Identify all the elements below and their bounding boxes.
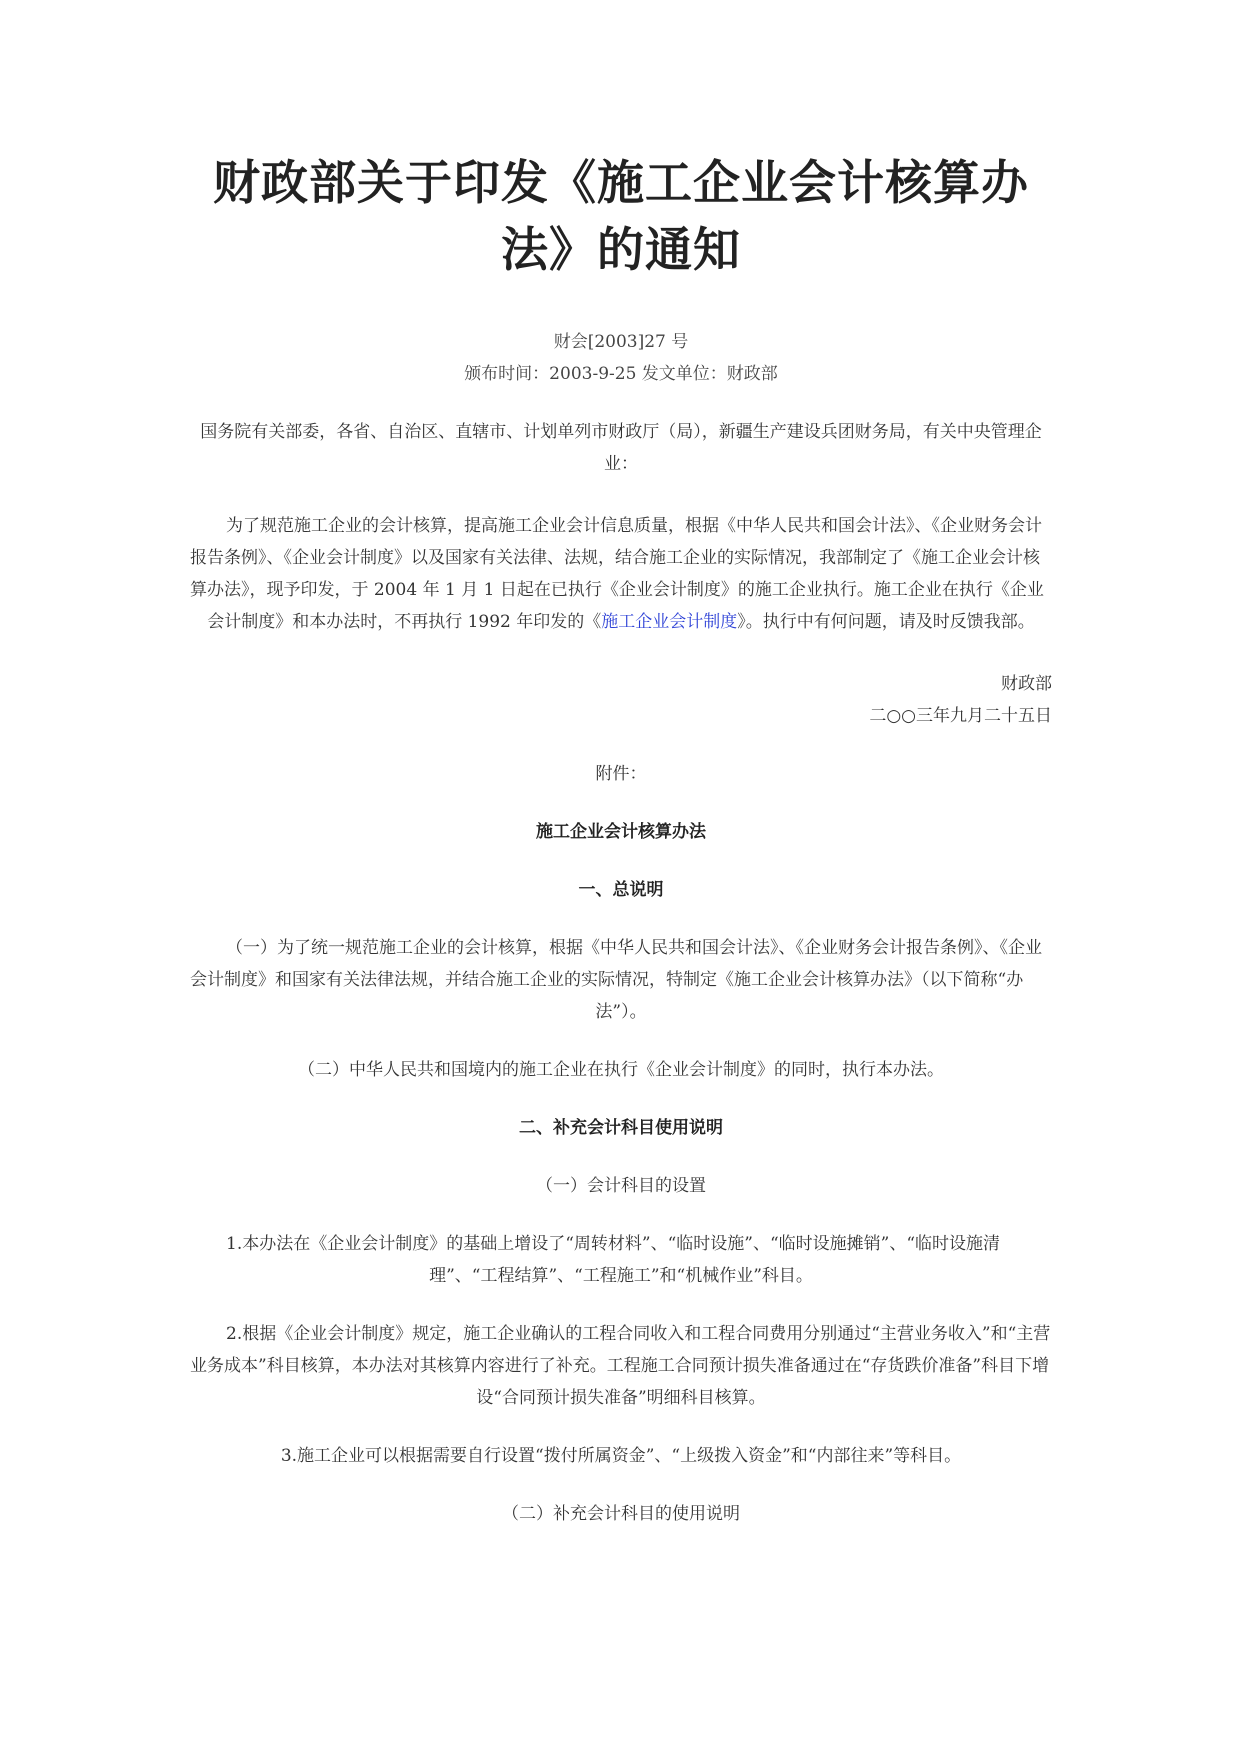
- notice-body-text-2: 》。执行中有何问题，请及时反馈我部。: [737, 612, 1035, 632]
- document-title: 财政部关于印发《施工企业会计核算办法》的通知: [213, 156, 1029, 278]
- section-heading-2: 二、补充会计科目使用说明: [519, 1118, 723, 1138]
- addressee: 国务院有关部委，各省、自治区、直辖市、计划单列市财政厅（局），新疆生产建设兵团财务局，有关中央管理企业：: [200, 422, 1042, 474]
- list-item-3: 3.施工企业可以根据需要自行设置“拨付所属资金”、“上级拨入资金”和“内部往来”等科目。: [280, 1446, 962, 1466]
- list-item-1: 1.本办法在《企业会计制度》的基础上增设了“周转材料”、“临时设施”、“临时设施摊销”、“临时设施清理”、“工程结算”、“工程施工”和“机械作业”科目。: [226, 1234, 1001, 1286]
- subsection-heading-2: （二）补充会计科目的使用说明: [502, 1504, 740, 1524]
- section1-paragraph-1: （一）为了统一规范施工企业的会计核算，根据《中华人民共和国会计法》、《企业财务会计报告条例》、《企业会计制度》和国家有关法律法规，并结合施工企业的实际情况，特制定《施工企业会计核算办法》（以下简称“办法”）。: [190, 938, 1042, 1022]
- list-item-2: 2.根据《企业会计制度》规定，施工企业确认的工程合同收入和工程合同费用分别通过“主营业务收入”和“主营业务成本”科目核算，本办法对其核算内容进行了补充。工程施工合同预计损失准备通过在“存货跌价准备”科目下增设“合同预计损失准备”明细科目核算。: [190, 1324, 1051, 1408]
- signature-date: 二○○三年九月二十五日: [869, 706, 1052, 726]
- attachment-title: 施工企业会计核算办法: [536, 822, 706, 842]
- subsection-heading-1: （一）会计科目的设置: [536, 1176, 706, 1196]
- document-page: [190, 150, 1052, 1530]
- document-meta: [190, 326, 1052, 390]
- notice-body-text-1: 为了规范施工企业的会计核算，提高施工企业会计信息质量，根据《中华人民共和国会计法》、《企业财务会计报告条例》、《企业会计制度》以及国家有关法律、法规，结合施工企业的实际情况，我部制定了《施工企业会计核算办法》，现予印发，于 2004 年 1 月 1 日起在已执行《企业会计制度》的施工企业执行。施工企业在执行《企业会计制度》和本办法时，不再执行 1992 年印发的《: [190, 516, 1044, 632]
- section1-paragraph-2: （二）中华人民共和国境内的施工企业在执行《企业会计制度》的同时，执行本办法。: [298, 1060, 944, 1080]
- release-info: 颁布时间：2003-9-25 发文单位：财政部: [464, 364, 778, 384]
- regulation-link[interactable]: 施工企业会计制度: [601, 612, 738, 632]
- notice-body: [190, 510, 1052, 638]
- document-number: 财会[2003]27 号: [553, 332, 689, 352]
- signature-org: 财政部: [1001, 674, 1052, 694]
- attachment-label: 附件：: [595, 764, 647, 784]
- section-heading-1: 一、总说明: [578, 880, 664, 900]
